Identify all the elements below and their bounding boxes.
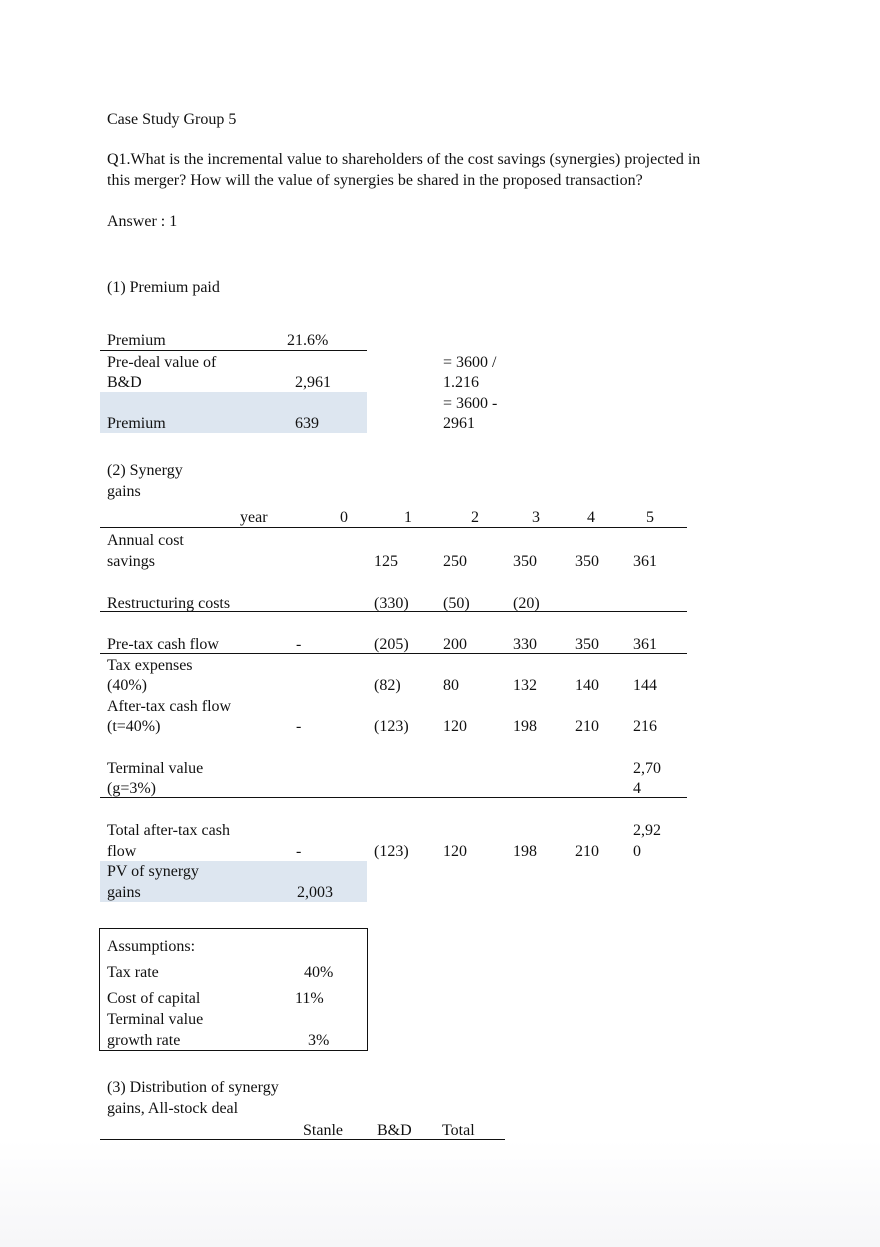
document-heading: Case Study Group 5 (107, 111, 237, 128)
pv-value: 2,003 (297, 884, 333, 901)
tax-y3: 132 (513, 677, 537, 694)
column-bd: B&D (377, 1122, 412, 1139)
section1-title: (1) Premium paid (107, 279, 220, 296)
aftertax-y0: - (296, 718, 302, 735)
aftertax-label-2: (t=40%) (107, 718, 161, 735)
aftertax-y1: (123) (374, 718, 409, 735)
column-total: Total (442, 1122, 475, 1139)
restructuring-y1: (330) (374, 595, 409, 612)
annual-savings-y1: 125 (374, 553, 398, 570)
year-header-1: 1 (404, 509, 412, 526)
annual-savings-y5: 361 (633, 553, 657, 570)
predeal-value: 2,961 (295, 374, 331, 391)
pretax-label: Pre-tax cash flow (107, 636, 219, 653)
pretax-y2: 200 (443, 636, 467, 653)
total-label-2: flow (107, 843, 137, 860)
cost-of-capital-value: 11% (295, 990, 324, 1007)
aftertax-y3: 198 (513, 718, 537, 735)
assumptions-title: Assumptions: (107, 938, 196, 955)
pv-label-1: PV of synergy (107, 863, 199, 880)
restructuring-y2: (50) (443, 595, 470, 612)
divider (100, 653, 687, 654)
tax-y4: 140 (575, 677, 599, 694)
premium-rate-value: 21.6% (287, 332, 329, 349)
section3-title-2: gains, All-stock deal (107, 1100, 239, 1117)
year-header-4: 4 (587, 509, 595, 526)
terminal-label-1: Terminal value (107, 760, 204, 777)
section2-title-1: (2) Synergy (107, 462, 183, 479)
total-y5-1: 2,92 (633, 822, 661, 839)
year-header-0: 0 (340, 509, 348, 526)
divider (100, 527, 687, 528)
tax-y2: 80 (443, 677, 459, 694)
total-y2: 120 (443, 843, 467, 860)
predeal-label-1: Pre-deal value of (107, 354, 217, 371)
growth-label-2: growth rate (107, 1032, 181, 1049)
year-label: year (240, 509, 268, 526)
premium-amount-label: Premium (107, 415, 166, 432)
restructuring-y3: (20) (513, 595, 540, 612)
tax-rate-value: 40% (304, 964, 334, 981)
total-y4: 210 (575, 843, 599, 860)
pretax-y4: 350 (575, 636, 599, 653)
total-y3: 198 (513, 843, 537, 860)
pretax-y0: - (296, 636, 302, 653)
pretax-y1: (205) (374, 636, 409, 653)
annual-savings-label-2: savings (107, 553, 155, 570)
annual-savings-y4: 350 (575, 553, 599, 570)
premium-amount-value: 639 (295, 415, 319, 432)
terminal-label-2: (g=3%) (107, 780, 157, 797)
divider (100, 350, 367, 351)
section3-title-1: (3) Distribution of synergy (107, 1079, 279, 1096)
column-stanley: Stanle (303, 1122, 343, 1139)
premium-formula-1: = 3600 - (443, 395, 498, 412)
predeal-formula-1: = 3600 / (443, 354, 497, 371)
growth-value: 3% (308, 1032, 330, 1049)
divider (100, 611, 687, 612)
divider (100, 797, 687, 798)
aftertax-label-1: After-tax cash flow (107, 698, 232, 715)
predeal-label-2: B&D (107, 374, 142, 391)
predeal-formula-2: 1.216 (443, 374, 479, 391)
year-header-3: 3 (532, 509, 540, 526)
pretax-y5: 361 (633, 636, 657, 653)
year-header-2: 2 (471, 509, 479, 526)
restructuring-label: Restructuring costs (107, 595, 231, 612)
annual-savings-y2: 250 (443, 553, 467, 570)
terminal-value-1: 2,70 (633, 760, 661, 777)
page-bottom-shade (0, 1140, 880, 1247)
tax-y1: (82) (374, 677, 401, 694)
total-y0: - (296, 843, 302, 860)
cost-of-capital-label: Cost of capital (107, 990, 201, 1007)
tax-rate-label: Tax rate (107, 964, 159, 981)
tax-label-2: (40%) (107, 677, 147, 694)
tax-y5: 144 (633, 677, 657, 694)
annual-savings-y3: 350 (513, 553, 537, 570)
premium-formula-2: 2961 (443, 415, 475, 432)
section2-title-2: gains (107, 483, 141, 500)
total-y1: (123) (374, 843, 409, 860)
pretax-y3: 330 (513, 636, 537, 653)
year-header-5: 5 (646, 509, 654, 526)
total-y5-2: 0 (633, 843, 641, 860)
aftertax-y2: 120 (443, 718, 467, 735)
annual-savings-label-1: Annual cost (107, 532, 184, 549)
growth-label-1: Terminal value (107, 1011, 204, 1028)
pv-label-2: gains (107, 884, 141, 901)
question-line-2: this merger? How will the value of synergies be shared in the proposed transaction? (107, 172, 643, 189)
question-line-1: Q1.What is the incremental value to shareholders of the cost savings (synergies) projected in (107, 151, 701, 168)
aftertax-y5: 216 (633, 718, 657, 735)
tax-label-1: Tax expenses (107, 657, 193, 674)
answer-label: Answer : 1 (107, 213, 178, 230)
terminal-value-2: 4 (633, 780, 641, 797)
aftertax-y4: 210 (575, 718, 599, 735)
premium-rate-label: Premium (107, 332, 166, 349)
total-label-1: Total after-tax cash (107, 822, 230, 839)
